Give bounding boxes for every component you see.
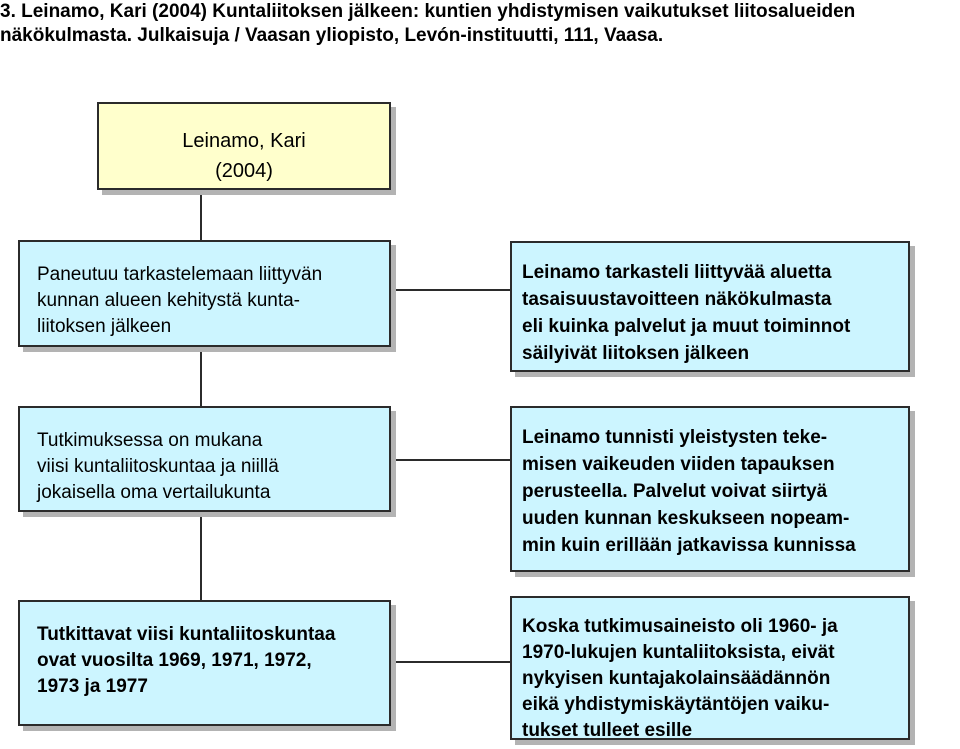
box-focus-line-1: Paneutuu tarkastelemaan liittyvän [37,264,323,285]
box-limitation-line-3: nykyisen kuntajakolainsäädännön [522,668,831,689]
box-findings-line-2: misen vaikeuden viiden tapauksen [522,454,835,475]
box-findings [510,406,910,572]
box-focus-line-2: kunnan alueen kehitystä kunta- [37,290,301,311]
root-line-1: Leinamo, Kari [182,130,306,152]
box-perspective [510,241,910,372]
box-focus [18,240,391,347]
box-years-line-2: ovat vuosilta 1969, 1971, 1972, [37,650,312,671]
box-findings-line-1: Leinamo tunnisti yleistysten teke- [522,427,828,448]
box-sample-line-3: jokaisella oma vertailukunta [37,482,271,503]
box-years [18,600,391,726]
box-limitation-line-1: Koska tutkimusaineisto oli 1960- ja [522,616,838,637]
root-box-author [97,102,391,190]
citation-line-1: 3. Leinamo, Kari (2004) Kuntaliitoksen jälkeen: kuntien yhdistymisen vaikutukset liitosalueiden [0,1,856,22]
box-findings-line-4: uuden kunnan keskukseen nopeam- [522,508,850,529]
box-perspective-line-1: Leinamo tarkasteli liittyvää aluetta [522,262,832,283]
box-sample-line-2: viisi kuntaliitoskuntaa ja niillä [37,456,279,477]
citation-line-2: näkökulmasta. Julkaisuja / Vaasan yliopisto, Levón-instituutti, 111, Vaasa. [0,25,664,46]
box-perspective-line-4: säilyivät liitoksen jälkeen [522,343,750,364]
box-limitation-line-5: tukset tulleet esille [522,720,693,741]
box-limitation-line-4: eikä yhdistymiskäytäntöjen vaiku- [522,694,830,715]
root-line-2: (2004) [215,160,273,182]
box-perspective-line-3: eli kuinka palvelut ja muut toiminnot [522,316,851,337]
box-limitation-line-2: 1970-lukujen kuntaliitoksista, eivät [522,642,835,663]
box-limitation [510,596,910,740]
box-years-line-3: 1973 ja 1977 [37,676,148,697]
box-sample [18,406,391,512]
box-findings-line-3: perusteella. Palvelut voivat siirtyä [522,481,828,502]
box-sample-line-1: Tutkimuksessa on mukana [37,430,263,451]
box-years-line-1: Tutkittavat viisi kuntaliitoskuntaa [37,624,336,645]
box-focus-line-3: liitoksen jälkeen [37,316,172,337]
box-perspective-line-2: tasaisuustavoitteen näkökulmasta [522,289,832,310]
box-findings-line-5: min kuin erillään jatkavissa kunnissa [522,535,856,556]
